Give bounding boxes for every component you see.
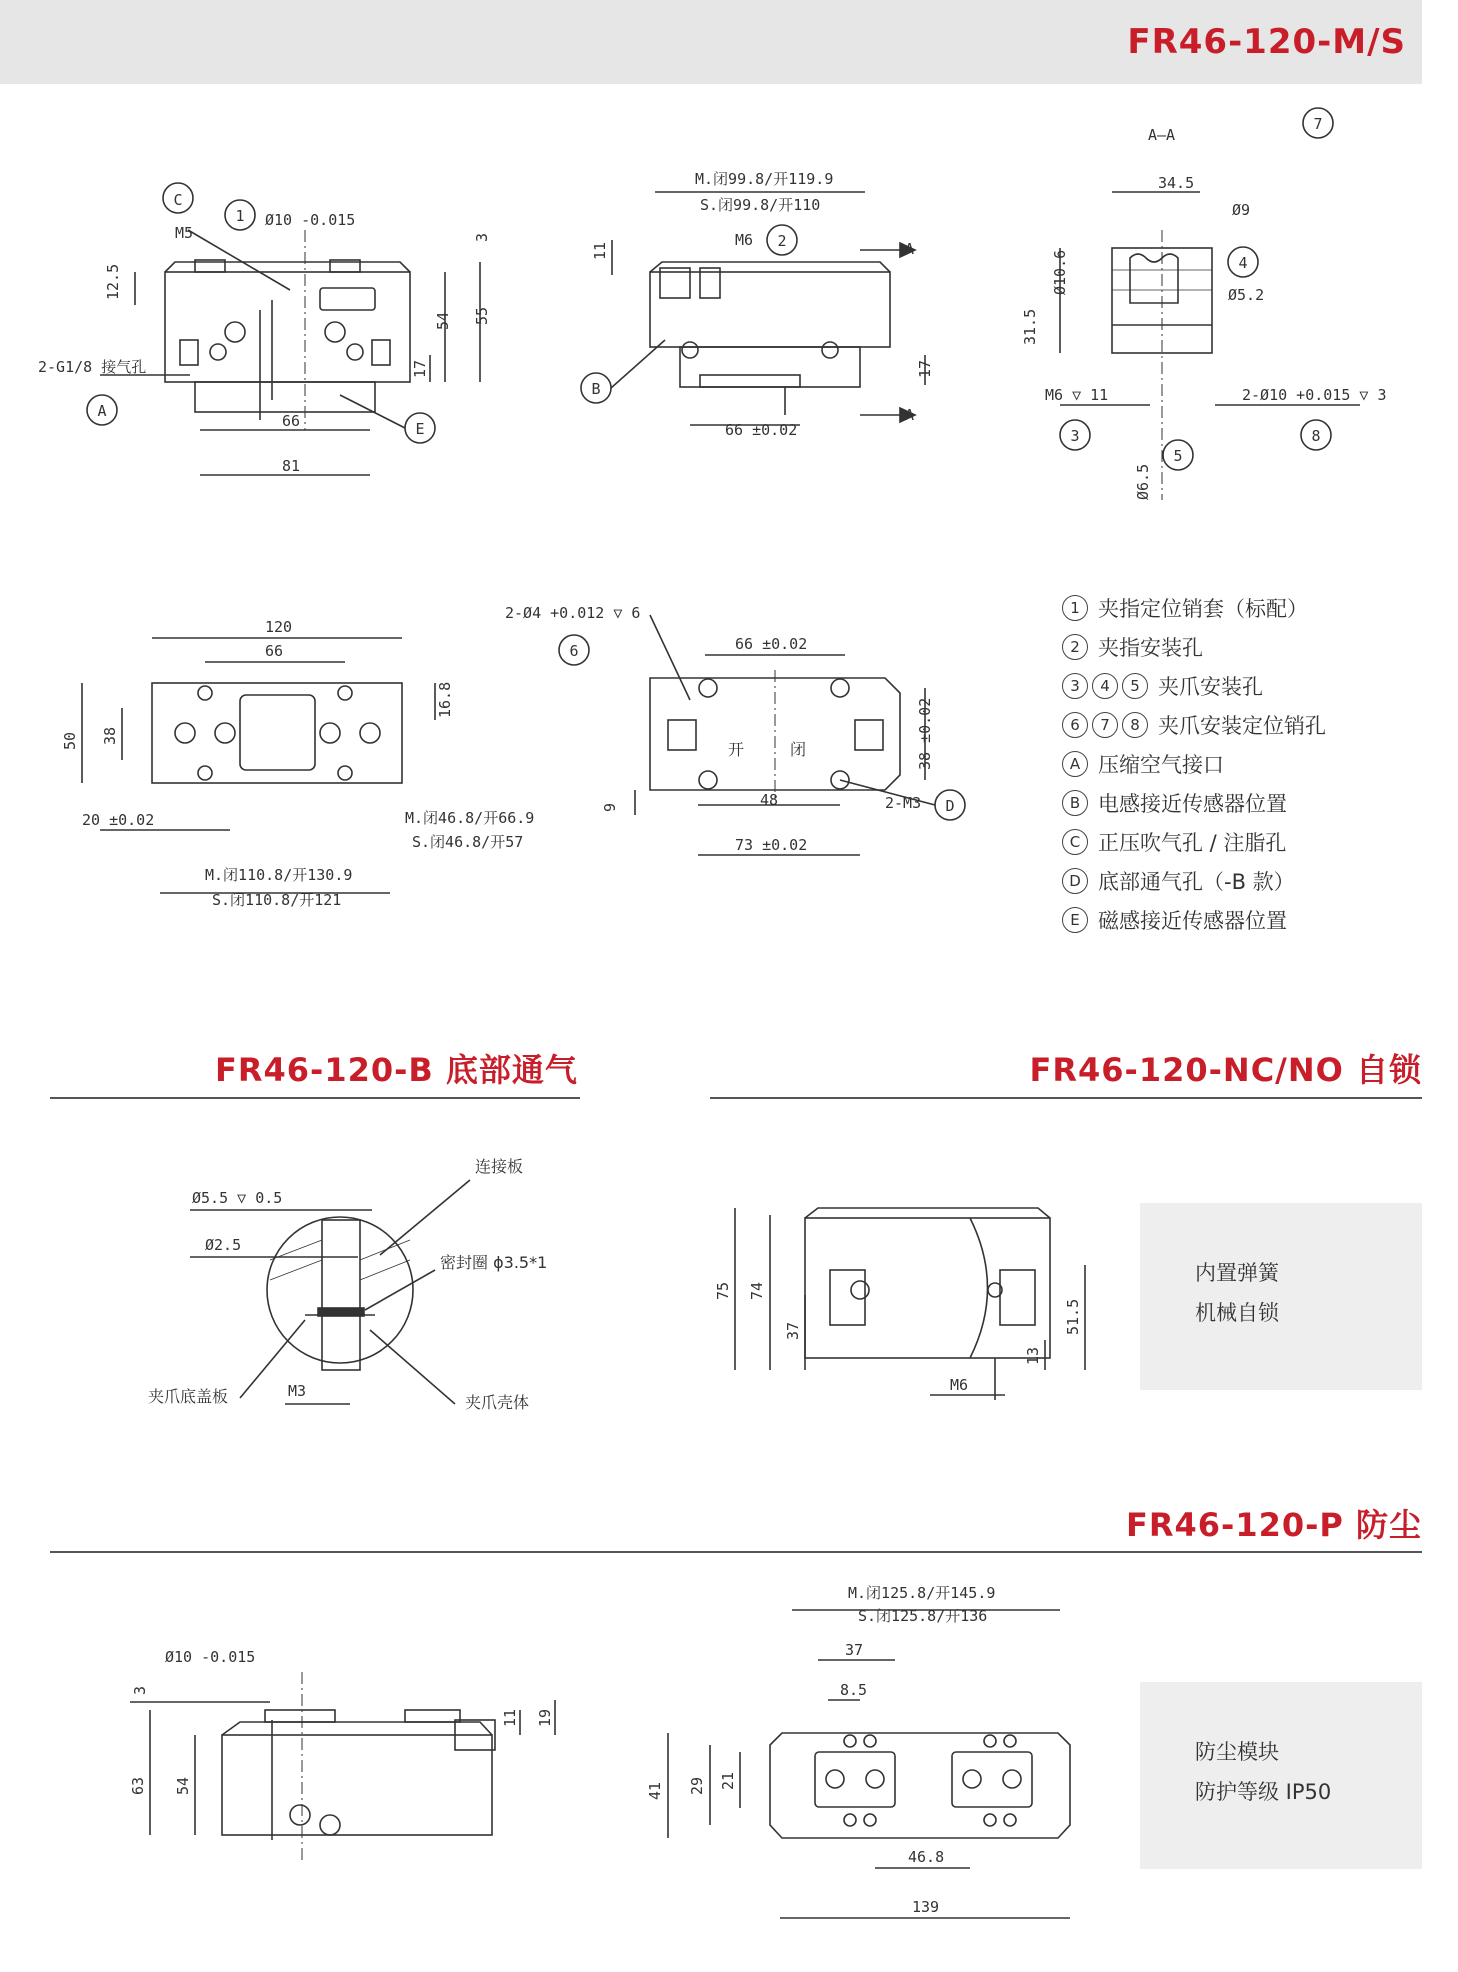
dim-label: Ø5.5 ▽ 0.5	[192, 1189, 283, 1207]
drawing-section-aa-labels	[1021, 115, 1387, 500]
dim-label: 8.5	[840, 1681, 868, 1699]
legend-text: 底部通气孔（-B 款）	[1098, 869, 1295, 894]
callout-marker: 5	[1122, 673, 1148, 699]
dim-label: Ø6.5	[1134, 463, 1152, 500]
dim-label: 37	[845, 1641, 864, 1659]
dim-label: 开	[728, 740, 745, 759]
dim-label: 66 ±0.02	[735, 635, 808, 653]
callout-marker: 7	[1092, 712, 1118, 738]
dim-label: 66	[282, 412, 301, 430]
section-title-p: FR46-120-P 防尘	[1126, 1506, 1422, 1544]
dim-label: 139	[912, 1898, 940, 1916]
drawing-dustproof-front	[130, 1672, 555, 1860]
dim-label: 50	[61, 731, 79, 750]
dim-label: 34.5	[1158, 174, 1195, 192]
dim-label: Ø10.6	[1051, 249, 1069, 295]
legend-text: 压缩空气接口	[1098, 752, 1224, 777]
svg-text:3: 3	[1070, 427, 1080, 445]
legend-text: 夹指定位销套（标配）	[1098, 596, 1308, 621]
drawing-front-view-labels	[38, 191, 491, 475]
svg-text:E: E	[415, 420, 425, 438]
dim-label: 夹爪底盖板	[148, 1387, 229, 1406]
svg-text:B: B	[591, 380, 601, 398]
drawing-side-view	[581, 192, 925, 425]
dim-label: 38 ±0.02	[916, 697, 934, 770]
dim-label: 73 ±0.02	[735, 836, 808, 854]
dim-label: 11	[501, 1708, 519, 1727]
dim-label: 51.5	[1064, 1298, 1082, 1335]
note-line: 防护等级 IP50	[1195, 1780, 1332, 1804]
dim-label: 17	[411, 359, 429, 378]
dim-label: 55	[473, 306, 491, 325]
dim-label: 3	[131, 1685, 149, 1695]
dim-label: 46.8	[908, 1848, 945, 1866]
drawing-bottom-vent-detail-labels	[148, 1157, 547, 1412]
dim-label: M6	[735, 231, 754, 249]
svg-text:7: 7	[1313, 115, 1323, 133]
dim-label: 20 ±0.02	[82, 811, 155, 829]
dim-label: M.闭110.8/开130.9	[205, 866, 353, 884]
dim-label: M6 ▽ 11	[1045, 386, 1109, 404]
dim-label: 66	[265, 642, 284, 660]
svg-text:5: 5	[1173, 447, 1183, 465]
dim-label: Ø5.2	[1228, 286, 1265, 304]
svg-text:4: 4	[1238, 254, 1248, 272]
dim-label: 11	[591, 241, 609, 260]
drawing-bottom-view-labels	[505, 604, 955, 854]
callout-marker: 4	[1092, 673, 1118, 699]
dim-label: 2-G1/8 接气孔	[38, 358, 147, 376]
dim-label: 2-M3	[885, 794, 922, 812]
dim-label: 19	[536, 1708, 554, 1727]
dim-label: 41	[646, 1781, 664, 1800]
section-title-b: FR46-120-B 底部通气	[215, 1051, 578, 1089]
dim-label: S.闭110.8/开121	[212, 891, 342, 909]
legend-text: 夹指安装孔	[1098, 635, 1203, 660]
note-line: 防尘模块	[1195, 1740, 1279, 1764]
dim-label: 9	[601, 802, 619, 812]
svg-text:6: 6	[569, 642, 579, 660]
dim-label: 31.5	[1021, 308, 1039, 345]
callout-marker: 8	[1122, 712, 1148, 738]
dim-label: 夹爪壳体	[465, 1393, 530, 1412]
dim-label: M6	[950, 1376, 969, 1394]
dim-label: 16.8	[436, 681, 454, 718]
svg-text:A: A	[97, 402, 107, 420]
dim-label: Ø2.5	[205, 1236, 242, 1254]
svg-text:2: 2	[777, 232, 787, 250]
legend-text: 电感接近传感器位置	[1098, 791, 1287, 816]
page-title: FR46-120-M/S	[1127, 22, 1406, 62]
legend-text: 夹爪安装孔	[1158, 674, 1263, 699]
dim-label: Ø10 -0.015	[265, 211, 356, 229]
dim-label: 38	[101, 726, 119, 745]
svg-text:C: C	[173, 191, 183, 209]
dim-label: S.闭46.8/开57	[412, 833, 524, 851]
dim-label: S.闭125.8/开136	[858, 1607, 988, 1625]
callout-marker: 2	[1062, 634, 1088, 660]
dim-label: 13	[1024, 1346, 1042, 1365]
dim-label: 75	[714, 1281, 732, 1300]
drawing-self-lock	[735, 1208, 1085, 1400]
callout-marker: C	[1062, 829, 1088, 855]
drawing-dustproof-top	[668, 1610, 1070, 1918]
dim-label: A	[905, 240, 915, 258]
legend-text: 磁感接近传感器位置	[1098, 908, 1287, 933]
dim-label: A—A	[1148, 126, 1176, 144]
dim-label: 74	[748, 1281, 766, 1300]
callout-marker: 1	[1062, 595, 1088, 621]
callout-marker: 3	[1062, 673, 1088, 699]
drawing-dustproof-top-labels	[646, 1584, 995, 1916]
dim-label: 48	[760, 791, 779, 809]
dim-label: 12.5	[104, 263, 122, 300]
note-line: 机械自锁	[1195, 1301, 1279, 1325]
dim-label: 66 ±0.02	[725, 421, 798, 439]
dim-label: 120	[265, 618, 293, 636]
dim-label: A	[905, 406, 915, 424]
dim-label: 63	[129, 1776, 147, 1795]
drawing-bottom-vent-detail	[190, 1180, 470, 1404]
drawing-side-view-labels	[591, 170, 934, 439]
dim-label: M.闭125.8/开145.9	[848, 1584, 996, 1602]
note-line: 内置弹簧	[1195, 1261, 1279, 1285]
svg-text:D: D	[945, 797, 955, 815]
drawing-top-view	[82, 638, 435, 893]
callout-marker: A	[1062, 751, 1088, 777]
callout-marker: D	[1062, 868, 1088, 894]
dim-label: 37	[784, 1321, 802, 1340]
legend-text: 夹爪安装定位销孔	[1158, 713, 1326, 738]
dim-label: M.闭99.8/开119.9	[695, 170, 834, 188]
dim-label: 21	[719, 1771, 737, 1790]
dim-label: S.闭99.8/开110	[700, 196, 821, 214]
dim-label: 2-Ø4 +0.012 ▽ 6	[505, 604, 641, 622]
legend-text: 正压吹气孔 / 注脂孔	[1098, 830, 1287, 855]
svg-text:8: 8	[1311, 427, 1321, 445]
dim-label: 连接板	[475, 1157, 524, 1176]
svg-text:1: 1	[235, 207, 245, 225]
dim-label: 闭	[790, 740, 807, 759]
dim-label: 17	[916, 359, 934, 378]
section-title-nc: FR46-120-NC/NO 自锁	[1029, 1051, 1422, 1089]
dim-label: 81	[282, 457, 301, 475]
dim-label: M.闭46.8/开66.9	[405, 809, 535, 827]
dim-label: Ø9	[1232, 201, 1251, 219]
dim-label: 密封圈 ϕ3.5*1	[440, 1253, 548, 1272]
callout-marker: B	[1062, 790, 1088, 816]
dim-label: M5	[175, 224, 194, 242]
dim-label: Ø10 -0.015	[165, 1648, 256, 1666]
callout-marker: E	[1062, 907, 1088, 933]
callout-marker: 6	[1062, 712, 1088, 738]
dim-label: M3	[288, 1382, 307, 1400]
dim-label: 54	[434, 311, 452, 330]
dim-label: 2-Ø10 +0.015 ▽ 3	[1242, 386, 1387, 404]
dim-label: 29	[688, 1776, 706, 1795]
dim-label: 54	[174, 1776, 192, 1795]
dim-label: 3	[473, 232, 491, 242]
